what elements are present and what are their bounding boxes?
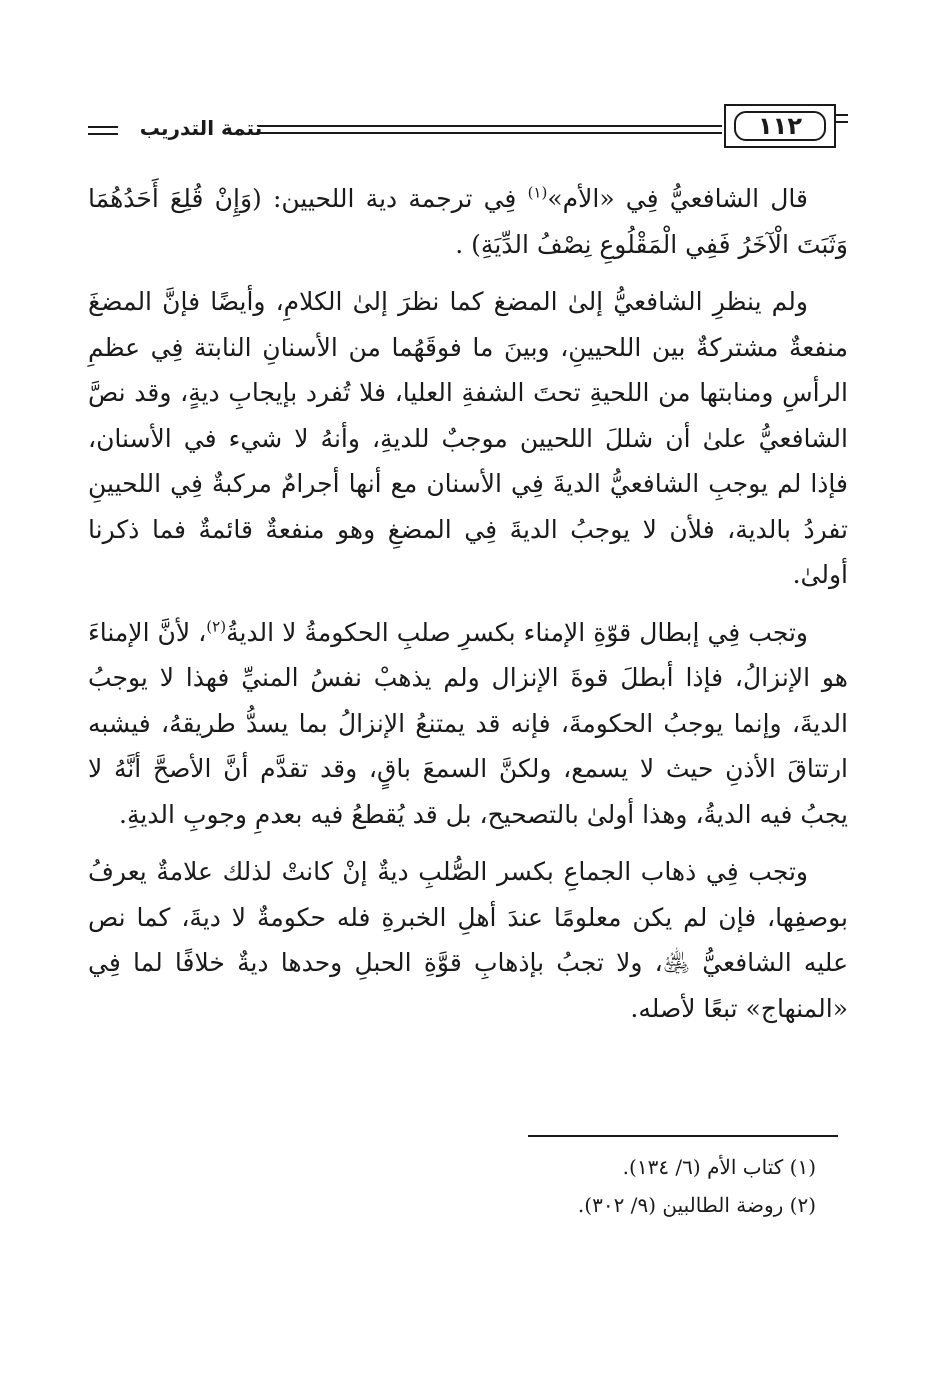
footnote-ref-1: (١)	[527, 183, 548, 202]
header-rule-right-bottom	[836, 121, 848, 123]
header-rule-left-top	[88, 126, 118, 128]
footnote-separator	[528, 1135, 838, 1137]
paragraph-3	[88, 610, 848, 838]
page-number: ١١٢	[734, 111, 826, 141]
header-rule-right-top	[836, 114, 848, 116]
paragraph-1	[88, 176, 848, 267]
header-rule-main-top	[258, 125, 722, 127]
footnotes	[88, 1148, 816, 1224]
page-header	[88, 104, 848, 152]
paragraph-1-text-a: قال الشافعيُّ فِي «الأم»	[547, 184, 809, 213]
main-text	[88, 176, 848, 1043]
paragraph-4	[88, 849, 848, 1031]
footnote-ref-2: (٢)	[206, 617, 227, 636]
paragraph-3-text-a: وتجب فِي إبطال قوّةِ الإمناء بكسرِ صلبِ الحكومةُ لا الديةُ	[226, 617, 808, 647]
running-title: تتمة التدريب	[139, 116, 263, 140]
paragraph-4-text: وتجب فِي ذهاب الجماعِ بكسر الصُّلبِ ديةٌ إنْ كانتْ لذلك علامةٌ يعرفُ بوصفِها، فإن لم يكن معلومًا عندَ أهلِ الخبرةِ فله حكومةٌ لا ديةَ، كما نص عليه الشافعيُّ ﵁، ولا تجبُ بإذهابِ قوَّةِ الحبلِ وحدها ديةٌ خلافًا لما فِي «المنهاج» تبعًا لأصله.	[88, 857, 848, 1023]
footnote-2: (٢) روضة الطالبين (٩/ ٣٠٢).	[577, 1193, 816, 1217]
paragraph-3-text-b: ، لأنَّ الإمناءَ هو الإنزالُ، فإذا أبطلَ قوةَ الإنزال ولم يذهبْ نفسُ المنيِّ فهذا لا يوجبُ الديةَ، وإنما يوجبُ الحكومةَ، فإنه قد يمتنعُ الإنزالُ بما يسدُّ طريقهُ، فيشبه ارتتاقَ الأذنِ حيث لا يسمع، ولكنَّ السمعَ باقٍ، وقد تقدَّم أنَّ الأصحَّ أنَّهُ لا يجبُ فيه الديةُ، وهذا أولىٰ بالتصحيح، بل قد يُقطعُ فيه بعدمِ وجوبِ الديةِ.	[88, 617, 848, 829]
paragraph-2	[88, 279, 848, 598]
paragraph-1-text-b: فِي ترجمة دية اللحيين: (وَإِنْ قُلِعَ أَحَدُهُمَا وَثَبَتَ الْآخَرُ فَفِي الْمَقْلُوعِ نِصْفُ الدِّيَةِ) .	[88, 184, 848, 259]
header-rule-left-bottom	[88, 133, 118, 135]
page-number-frame	[724, 104, 836, 148]
paragraph-2-text: ولم ينظرِ الشافعيُّ إلىٰ المضغ كما نظرَ إلىٰ الكلامِ، وأيضًا فإنَّ المضغَ منفعةٌ مشتركةٌ بين اللحيينِ، وبينَ ما فوقَهُما من الأسنانِ النابتة فِي عظمِ الرأسِ ومنابتها من اللحيةِ تحتَ الشفةِ العليا، فلا تُفرد بإيجابِ ديةٍ، وقد نصَّ الشافعيُّ علىٰ أن شللَ اللحيين موجبٌ للديةِ، وأنهُ لا شيء في الأسنان، فإذا لم يوجبِ الشافعيُّ الديةَ فِي الأسنان مع أنها أجرامٌ مركبةٌ فِي اللحيينِ تفردُ بالدية، فلأن لا يوجبُ الديةَ فِي المضغِ وهو منفعةٌ قائمةٌ فما ذكرنا أولىٰ.	[88, 287, 848, 589]
header-rule-main-bottom	[258, 132, 722, 134]
footnote-1: (١) كتاب الأم (٦/ ١٣٤).	[622, 1155, 816, 1179]
